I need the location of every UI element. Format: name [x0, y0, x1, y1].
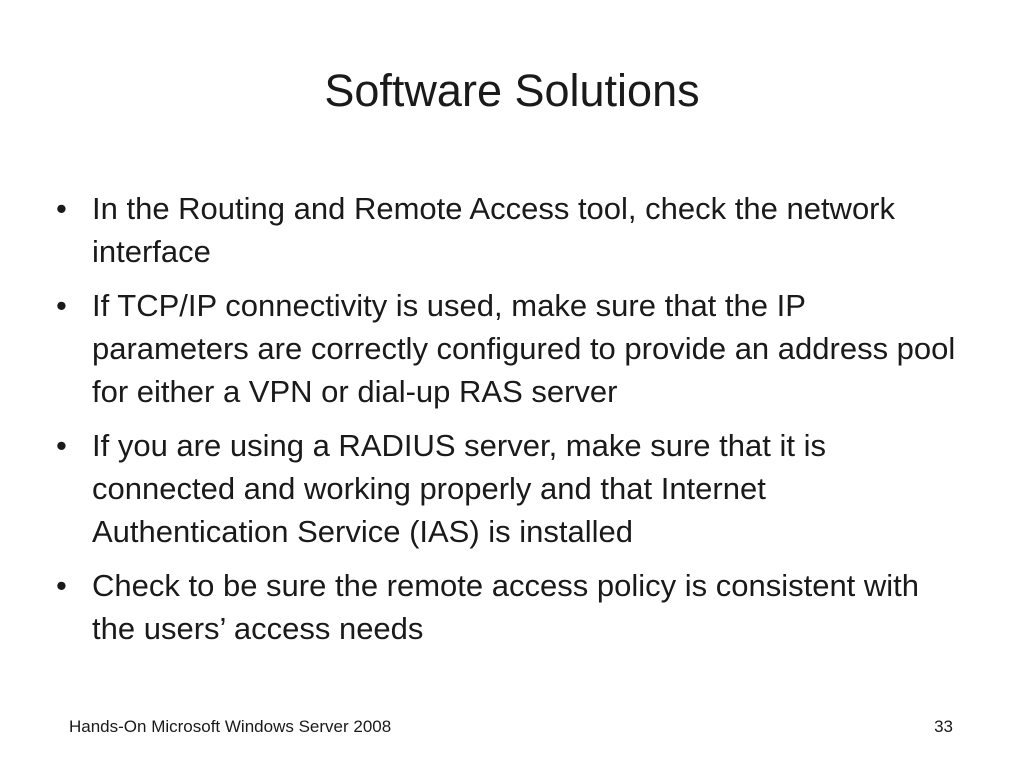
- bullet-dot-icon: •: [56, 428, 67, 463]
- bullet-text-3: If you are using a RADIUS server, make sure that it is connected and working properly and that Internet Authentication Service (IAS) is installed: [92, 428, 826, 549]
- bullet-dot-icon: •: [56, 191, 67, 226]
- bullet-item-2: [56, 284, 966, 413]
- bullet-text-2: If TCP/IP connectivity is used, make sure that the IP parameters are correctly configured to provide an address pool for either a VPN or dial-up RAS server: [92, 288, 956, 409]
- slide-title: Software Solutions: [324, 65, 700, 116]
- bullet-item-1: [56, 187, 966, 273]
- footer-page-number: 33: [934, 717, 953, 736]
- footer-book-title: Hands-On Microsoft Windows Server 2008: [69, 717, 392, 736]
- bullet-item-4: [56, 564, 966, 650]
- bullet-dot-icon: •: [56, 568, 67, 603]
- bullet-dot-icon: •: [56, 288, 67, 323]
- bullet-list: [56, 187, 966, 661]
- bullet-item-3: [56, 424, 966, 553]
- bullet-text-4: Check to be sure the remote access policy is consistent with the users’ access needs: [92, 568, 920, 646]
- bullet-text-1: In the Routing and Remote Access tool, check the network interface: [92, 191, 896, 269]
